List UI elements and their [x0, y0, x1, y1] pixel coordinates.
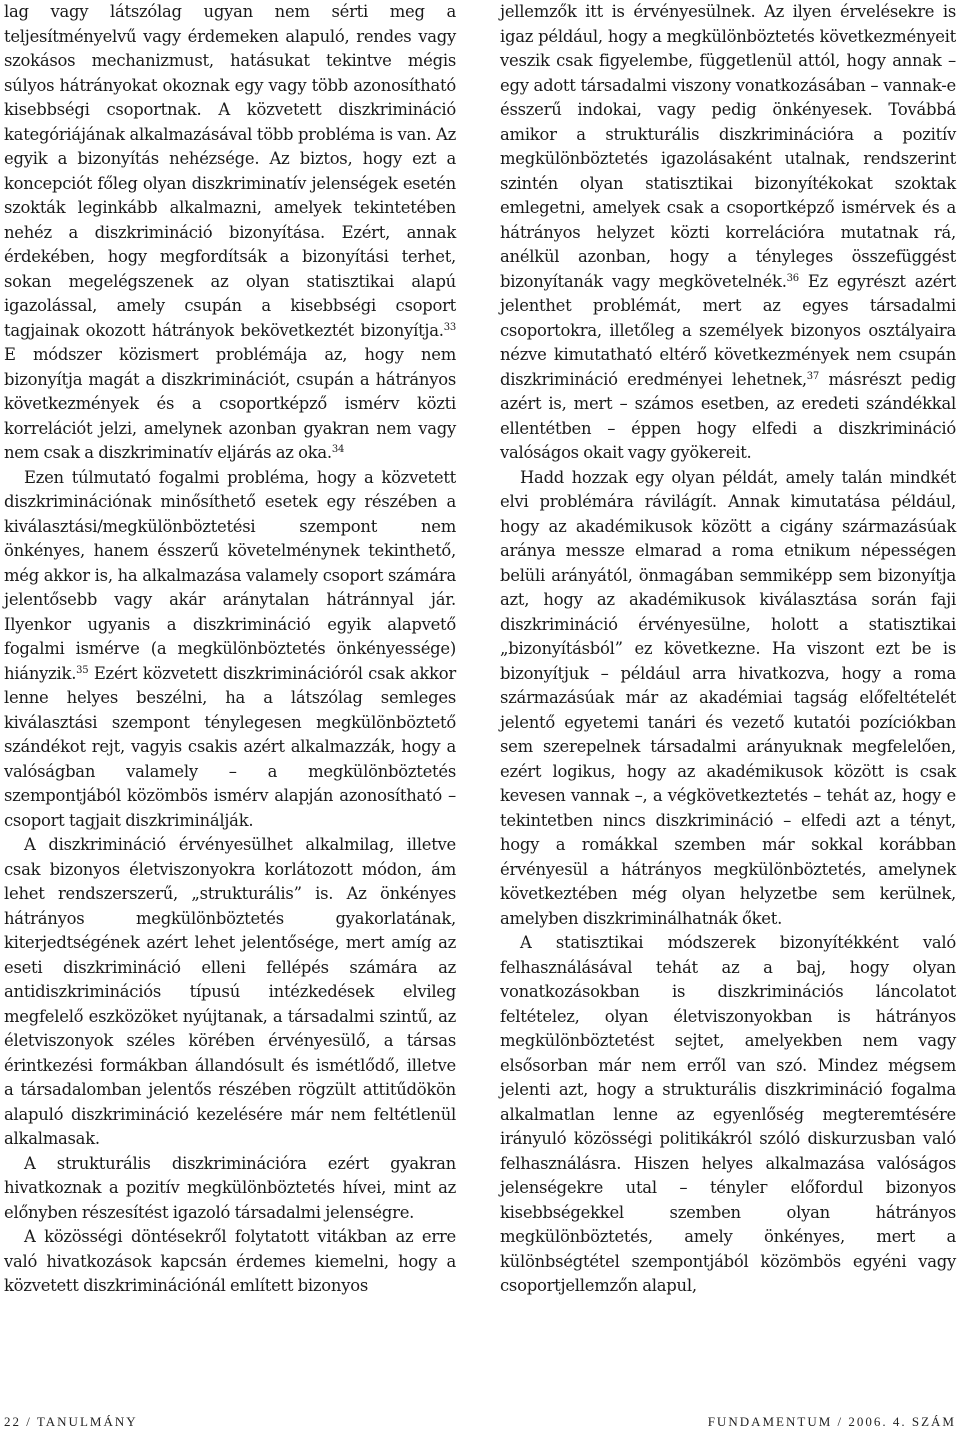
- footnote-ref[interactable]: 36: [786, 272, 799, 284]
- footnote-ref[interactable]: 34: [331, 444, 345, 455]
- paragraph: A strukturális diszkriminációra ezért gyakran hivatkoznak a pozitív megkülönböztetés hívei, mint az előnyben részesítést igazoló társadalmi jelenségre.: [4, 1153, 456, 1222]
- paragraph: Ezen túlmutató fogalmi probléma, hogy a közvetett diszkriminációnak minősíthető esetek egy részében a kiválasztási/megkülönböztetési szempont nem önkényes, hanem ésszerű követelménynek tekinthető, még akkor is, ha alkalmazása valamely csoport számára jelentősebb vagy akár aránytalan hátránnyal jár. Ilyenkor ugyanis a diszkrimináció egyik alapvető fogalmi ismérve (a megkülönböztetés önkényessége) hiányzik.$^{35}$ Ezért közvetett diszkriminációról csak akkor lenne helyes beszélni, ha a látszólag semleges kiválasztási szempont ténylegesen megkülönböztető szándékot rejt, vagyis csakis azért alkalmazzák, hogy a valóságban valamely – a megkülönböztetés szempontjából közömbös ismérv alapján azonosítható – csoport tagjait diszkriminálják.: [4, 467, 456, 830]
- paragraph: Hadd hozzak egy olyan példát, amely talán mindkét elvi problémára rávilágít. Annak kimutatása például, hogy az akadémikusok között a cigány származásúak aránya messze elmarad a roma etnikum népességen belüli arányától, önmagában semmiképp sem bizonyítja azt, hogy az akadémikusok kiválasztása során faji diszkrimináció érvényesülne, holott a statisztikai „bizonyításból” ez következne. Ha viszont ezt be is bizonyítjuk – például arra hivatkozva, hogy a roma származásúak már az akadémiai tagság előfeltételét jelentő egyetemi tanári és vezető kutatói pozíciókban sem szerepelnek társadalmi arányuknak megfelelően, ezért logikus, hogy az akadémikusok között is csak kevesen vannak –, a végkövetkeztetés – tehát az, hogy e tekintetben nincs diszkrimináció – elfedi azt a tényt, hogy a romákkal szemben már sokkal korábban érvényesül a hátrányos megkülönböztetés, amelynek következtében még olyan helyzetbe sem kerülnek, amelyben diszkriminálhatnák őket.: [500, 467, 956, 928]
- paragraph: lag vagy látszólag ugyan nem sérti meg a teljesítményelvű vagy érdemeken alapuló, rendes vagy szokásos mechanizmust, hatásukat tekintve mégis súlyos hátrányokat okoznak egy vagy több azonosítható kisebbségi csoportnak. A közvetett diszkrimináció kategóriájának alkalmazásával több probléma is van. Az egyik a bizonyítás nehézsége. Az biztos, hogy ezt a koncepciót főleg olyan diszkriminatív jelenségek esetén szokták leginkább alkalmazni, amelyek tekintetében nehéz a diszkrimináció bizonyítása. Ezért, annak érdekében, hogy megfordítsák a bizonyítási terhet, sokan megelégszenek az olyan statisztikai alapú igazolással, amely csupán a kisebbségi csoport tagjainak okozott hátrányok bekövetkeztét bizonyítja.$^{33}$ E módszer közismert problémája az, hogy nem bizonyítja magát a diszkriminációt, csupán a hátrányos következmények és a csoportképző ismérv közti korrelációt jelzi, amelynek azonban gyakran nem vagy nem csak a diszkriminatív eljárás az oka.$^{34}$: [4, 2, 456, 462]
- footnote-ref[interactable]: 33: [443, 321, 456, 333]
- footer-page-label: 22 / TANULMÁNY: [4, 1414, 138, 1429]
- footer-journal-label: FUNDAMENTUM / 2006. 4. SZÁM: [707, 1414, 956, 1429]
- right-column: [500, 0, 956, 1299]
- paragraph: A statisztikai módszerek bizonyítékként való felhasználásával tehát az a baj, hogy olyan vonatkozásokban is diszkriminációs láncolatot feltételez, olyan életviszonyokban is hátrányos megkülönböztetést sejtet, amelyekben nem vagy elsősorban már nem erről van szó. Mindez mégsem jelenti azt, hogy a strukturális diszkrimináció fogalma alkalmatlan lenne az egyenlőség megteremtésére irányuló közösségi politikákról szóló diskurzusban való felhasználásra. Hiszen helyes alkalmazása valóságos jelenségekre utal – ténylег előfordul bizonyos kisebbségekkel szemben olyan hátrányos megkülönböztetés, amely önkényes, mert a különbségtétel szempontjából közömbös egyéni vagy csoportjellemzőn alapul,: [500, 933, 956, 1295]
- footnote-ref[interactable]: 35: [76, 664, 89, 676]
- paragraph: jellemzők itt is érvényesülnek. Az ilyen érvelésekre is igaz például, hogy a megkülönböztetés következményeit veszik csak figyelembe, függetlenül attól, hogy annak – egy adott társadalmi viszony vonatkozásában – vannak-e ésszerű indokai, vagy pedig önkényesek. Továbbá amikor a strukturális diszkriminációra a pozitív megkülönböztetés igazolásaként utalnak, rendszerint szintén olyan statisztikai bizonyítékokat szoktak emlegetni, amelyek csak a csoportképző ismérvek és a hátrányos helyzet közti korrelációra mutatnak rá, anélkül azonban, hogy a tényleges összefüggést bizonyítanák vagy megkövetelnék.$^{36}$ Ez egyrészt azért jelenthet problémát, mert az egyes társadalmi csoportokra, illetőleg a személyek bizonyos osztályaira nézve kimutatható eltérő következmények nem csupán diszkrimináció eredményei lehetnek,$^{37}$ másrészt pedig azért is, mert – számos esetben, az eredeti szándékkal ellentétben – éppen hogy elfedi a diszkrimináció valóságos okait vagy gyökereit.: [500, 2, 956, 462]
- paragraph: A diszkrimináció érvényesülhet alkalmilag, illetve csak bizonyos életviszonyokra korlátozott módon, ám lehet rendszerszerű, „strukturális” is. Az önkényes hátrányos megkülönböztetés gyakorlatának, kiterjedtségének azért lehet jelentősége, mert amíg az eseti diszkrimináció elleni fellépés számára az antidiszkriminációs típusú intézkedések elvileg megfelelő eszközöket nyújtanak, a társadalmi szintű, az életviszonyok széles körében érvényesülő, a társas érintkezési formákban állandósult és ismétlődő, illetve a társadalomban jelentős részében rögzült attitűdökön alapuló diszkrimináció kezelésére már nem feltétlenül alkalmasak.: [4, 835, 456, 1148]
- left-column: [4, 0, 456, 1299]
- footnote-ref[interactable]: 37: [806, 370, 820, 382]
- paragraph: A közösségi döntésekről folytatott vitákban az erre való hivatkozások kapcsán érdemes kiemelni, hogy a közvetett diszkriminációnál említett bizonyos: [4, 1227, 456, 1295]
